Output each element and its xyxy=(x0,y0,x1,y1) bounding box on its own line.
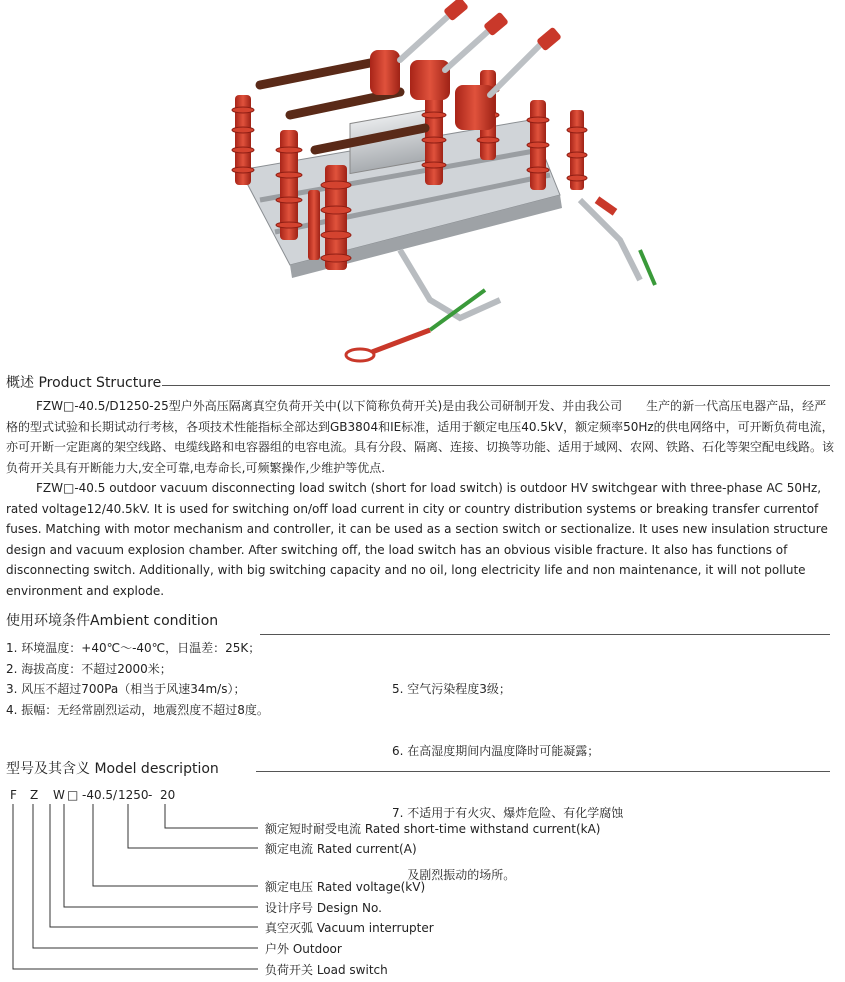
overview-body xyxy=(6,396,836,601)
ambient-item: 1. 环境温度：+40℃～-40℃，日温差：25K； xyxy=(6,641,261,655)
ambient-item: 7. 不适用于有火灾、爆炸危险、有化学腐蚀 xyxy=(392,805,624,820)
overview-divider xyxy=(162,385,830,386)
model-desc-voltage: 额定电压 Rated voltage(kV) xyxy=(265,880,426,894)
model-desc-outdoor: 户外 Outdoor xyxy=(265,942,342,956)
ambient-item: 及剧烈振动的场所。 xyxy=(392,867,516,882)
ambient-title: 使用环境条件Ambient condition xyxy=(6,613,219,629)
overview-cn-paragraph: FZW□-40.5/D1250-25型户外高压隔离真空负荷开关中(以下简称负荷开关)是由我公司研制开发、并由我公司 生产的新一代高压电器产品，经严格的型式试验和长期试动行考核，各项技术性能指标全部达到GB3804和IE标准，适用于额定电压40.5kV，额定频率50Hz的供电网络中，可开断负荷电流，亦可开断一定距离的架空线路、电缆线路和电容器组的电容电流。具有分段、隔离、连接、切换等功能、适用于域网、农网、铁路、石化等架空配电线路。该负荷开关具有开断能力大,安全可靠,电寿命长,可频繁操作,少维护等优点. xyxy=(6,399,835,475)
ambient-list-left xyxy=(6,638,269,720)
code-dash: - xyxy=(148,788,153,802)
ambient-item: 4. 振幅：无经常剧烈运动，地震烈度不超过8度。 xyxy=(6,702,269,717)
model-desc-design: 设计序号 Design No. xyxy=(265,901,382,915)
model-desc-vacuum: 真空灭弧 Vacuum interrupter xyxy=(265,921,434,935)
ambient-item: 2. 海拔高度：不超过2000米； xyxy=(6,661,172,676)
model-divider xyxy=(256,771,830,772)
code-voltage: -40.5/ xyxy=(82,788,118,802)
model-desc-load-switch: 负荷开关 Load switch xyxy=(265,963,388,977)
code-design: □ xyxy=(67,788,79,802)
code-withstand: 20 xyxy=(160,788,176,802)
code-current: 1250 xyxy=(118,788,149,802)
ambient-item: 3. 风压不超过700Pa（相当于风速34m/s）； xyxy=(6,682,246,697)
code-f: F xyxy=(10,788,17,802)
load-switch-product-image xyxy=(200,0,670,370)
ambient-divider xyxy=(260,634,830,635)
model-desc-withstand: 额定短时耐受电流 Rated short-time withstand current(kA) xyxy=(265,822,601,836)
ambient-item: 6. 在高湿度期间内温度降时可能凝露； xyxy=(392,743,600,758)
model-title: 型号及其含义 Model description xyxy=(6,761,219,777)
code-z: Z xyxy=(30,788,39,802)
overview-en-paragraph: FZW□-40.5 outdoor vacuum disconnecting load switch (short for load switch) is outdoor HV switchgear with three-phase AC 50Hz, rated voltage12/40.5kV. It is used for switching on/off load current in city or country distribution systems or breaking transfer currentof fuses. Matching with motor mechanism and controller, it can be used as a section switch or sectionalize. It uses new insulation structure design and vacuum explosion chamber. After switching off, the load switch has an obvious visible fracture. It also has functions of disconnecting switch. Additionally, with big switching capacity and no oil, long electricity life and non maintenance, it will not pollute environment and explode. xyxy=(6,481,828,598)
overview-title: 概述 Product Structure xyxy=(6,375,162,391)
ambient-item: 5. 空气污染程度3级； xyxy=(392,682,511,697)
model-desc-current: 额定电流 Rated current(A) xyxy=(265,842,417,856)
code-w: W xyxy=(53,788,65,802)
